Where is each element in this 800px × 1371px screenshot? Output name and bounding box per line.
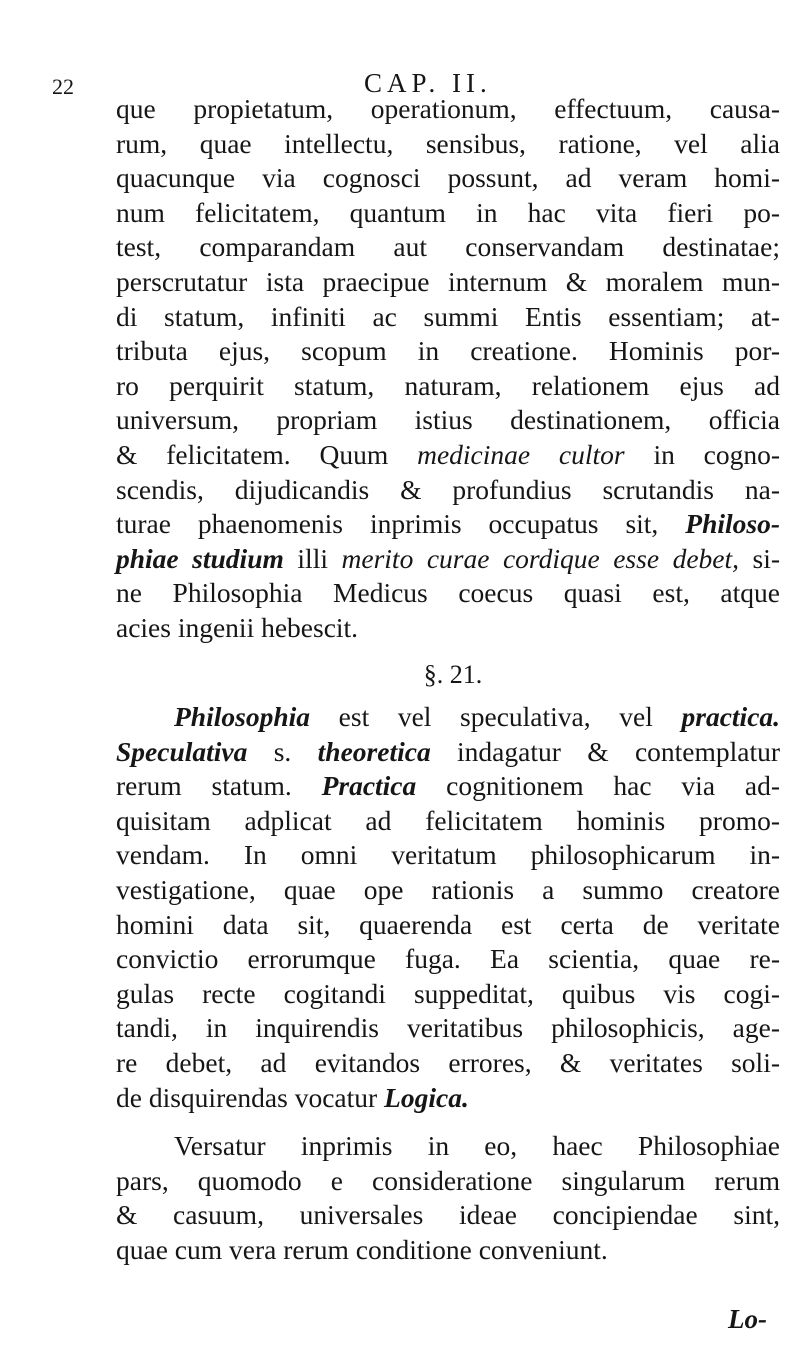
text-line: universum, propriam istius destinationem, officia bbox=[116, 404, 780, 436]
text-line: ro perquirit statum, naturam, relationem ejus ad bbox=[116, 369, 780, 401]
bold-italic-run: practica. bbox=[681, 701, 781, 733]
text-line bbox=[116, 769, 780, 804]
paragraph-3 bbox=[116, 1129, 780, 1267]
bold-italic-run: Practica bbox=[321, 770, 417, 802]
text-run: illi bbox=[297, 542, 328, 574]
paragraph-1 bbox=[116, 92, 780, 646]
bold-italic-run: Philosophia bbox=[174, 701, 311, 733]
text-line bbox=[116, 507, 780, 542]
text-line bbox=[116, 700, 780, 735]
text-line bbox=[116, 1081, 780, 1116]
text-run: turae phaenomenis inprimis occupatus sit, bbox=[116, 508, 659, 540]
text-line: rum, quae intellectu, sensibus, ratione, vel alia bbox=[116, 127, 780, 159]
text-line: quacunque via cognosci possunt, ad veram homi- bbox=[116, 162, 780, 194]
text-run: indagatur & contemplatur bbox=[457, 735, 781, 767]
text-line bbox=[116, 735, 780, 770]
text-line: homini data sit, quaerenda est certa de veritate bbox=[116, 908, 780, 940]
body-text bbox=[116, 92, 780, 1268]
text-run: & felicitatem. Quum bbox=[116, 438, 389, 470]
text-line bbox=[116, 438, 780, 473]
italic-run: merito curae cordique esse debet, bbox=[341, 542, 739, 574]
text-line: scendis, dijudicandis & profundius scrutandis na- bbox=[116, 473, 780, 505]
text-line: test, comparandam aut conservandam destinatae; bbox=[116, 231, 780, 263]
text-line: & casuum, universales ideae concipiendae sint, bbox=[116, 1199, 780, 1231]
text-line: Versatur inprimis in eo, haec Philosophiae bbox=[174, 1130, 780, 1162]
text-line: convictio errorumque fuga. Ea scientia, quae re- bbox=[116, 943, 780, 975]
paragraph-2 bbox=[116, 700, 780, 1115]
text-line: quae cum vera rerum conditione conveniunt. bbox=[116, 1234, 608, 1265]
text-line: pars, quomodo e consideratione singularum rerum bbox=[116, 1164, 780, 1196]
text-line: gulas recte cogitandi suppeditat, quibus vis cogi- bbox=[116, 977, 780, 1009]
bold-italic-run: theoretica bbox=[317, 735, 431, 767]
text-run: cognitionem hac via ad- bbox=[446, 770, 780, 802]
text-line: di statum, infiniti ac summi Entis essentiam; at- bbox=[116, 300, 780, 332]
text-line: tributa ejus, scopum in creatione. Hominis por- bbox=[116, 335, 780, 367]
section-heading: §. 21. bbox=[423, 659, 483, 689]
text-line: re debet, ad evitandos errores, & veritates soli- bbox=[116, 1047, 780, 1079]
bold-italic-run: Logica. bbox=[384, 1081, 469, 1113]
text-run: est vel speculativa, vel bbox=[338, 701, 653, 733]
text-line: acies ingenii hebescit. bbox=[116, 611, 359, 643]
text-line: que propietatum, operationum, effectuum, causa- bbox=[116, 93, 780, 124]
text-run: s. bbox=[273, 735, 292, 767]
bold-italic-run: Philoso- bbox=[685, 508, 780, 540]
catchword: Lo- bbox=[728, 1304, 767, 1334]
text-line: quisitam adplicat ad felicitatem hominis promo- bbox=[116, 804, 780, 836]
text-run: si- bbox=[752, 542, 781, 574]
text-line: vestigatione, quae ope rationis a summo creatore bbox=[116, 874, 780, 906]
text-line: num felicitatem, quantum in hac vita fieri po- bbox=[116, 196, 780, 228]
text-run: in cogno- bbox=[653, 438, 781, 470]
text-line: tandi, in inquirendis veritatibus philosophicis, age- bbox=[116, 1012, 780, 1044]
italic-run: medicinae cultor bbox=[417, 438, 625, 470]
text-line: ne Philosophia Medicus coecus quasi est, atque bbox=[116, 577, 780, 609]
text-line bbox=[116, 542, 780, 577]
paragraph-gap bbox=[116, 1115, 780, 1129]
bold-italic-run: phiae studium bbox=[116, 542, 284, 574]
chapter-title: CAP. II. bbox=[364, 68, 492, 98]
text-run: rerum statum. bbox=[116, 770, 292, 802]
text-run: de disquirendas vocatur bbox=[116, 1081, 378, 1113]
page-number: 22 bbox=[52, 74, 74, 99]
bold-italic-run: Speculativa bbox=[116, 735, 248, 767]
text-line: vendam. In omni veritatum philosophicarum in- bbox=[116, 839, 780, 871]
text-line: perscrutatur ista praecipue internum & moralem mun- bbox=[116, 265, 780, 297]
